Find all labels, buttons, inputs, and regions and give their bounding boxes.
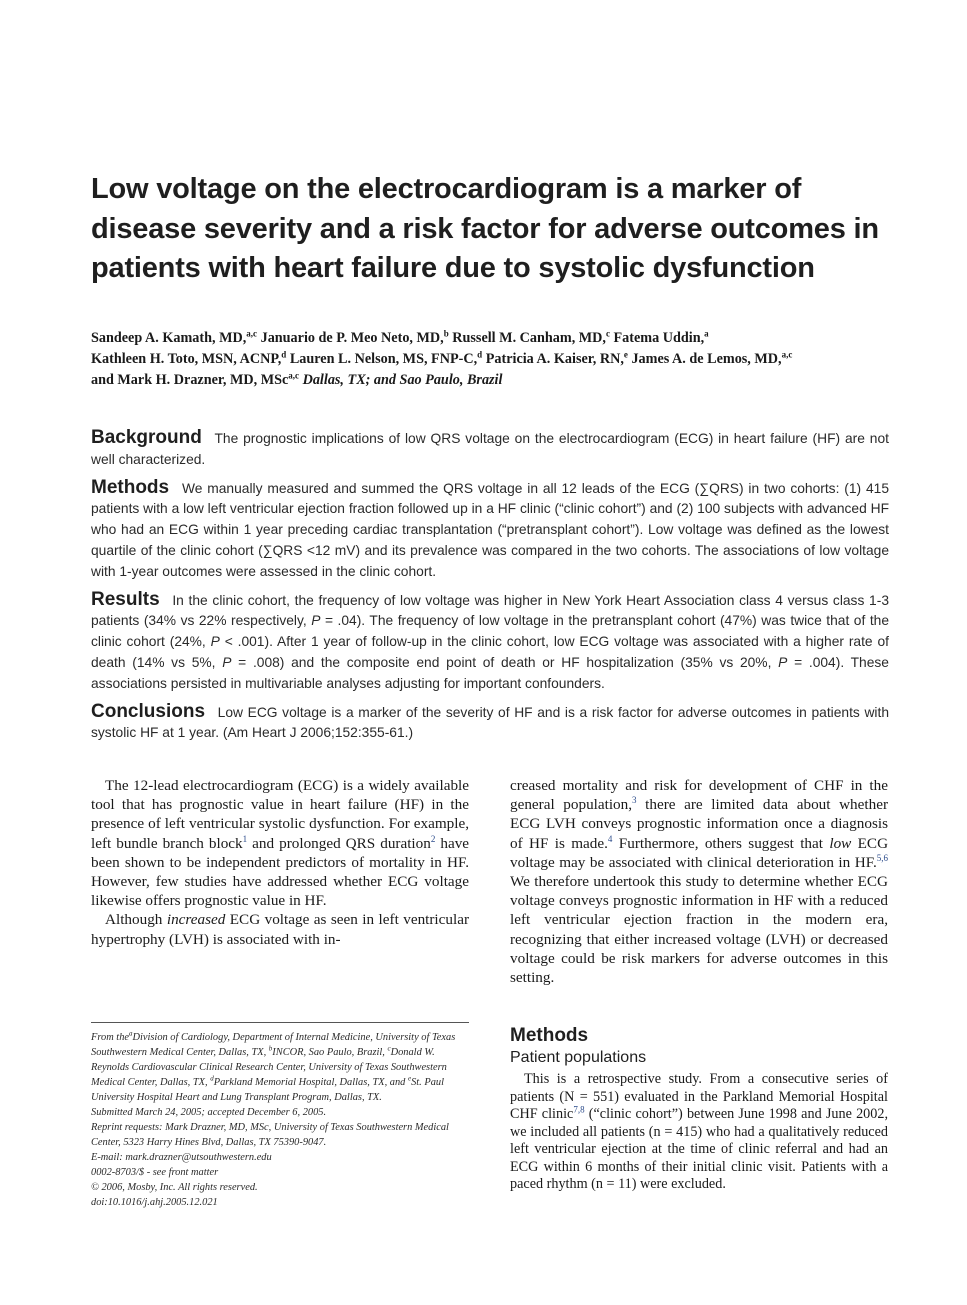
abstract-results-text: = .008) and the composite end point of death or HF hospitalization (35% vs 20%, [238,654,772,670]
author-name: James A. de Lemos, MD, [631,351,782,367]
body-text: creased mortality and risk for development of CHF in the general population, [510,777,888,814]
doi-link[interactable]: doi:10.1016/j.ahj.2005.12.021 [91,1197,218,1208]
abstract-background-heading: Background [91,427,202,448]
abstract-methods-text: We manually measured and summed the QRS voltage in all 12 leads of the ECG (∑QRS) in two cohorts: (1) 415 patients with a low left ventricular ejection fraction followed up in a HF clinic (“clinic cohort”) and (2) 100 subjects with advanced HF who had an ECG within 1 year preceding cardiac transplantation (“pretransplant cohort”). Low voltage was defined as the lowest quartile of the clinic cohort (∑QRS <12 mV) and its prevalence was compared in the two cohorts. The associations of low voltage with 1-year outcomes were assessed in the clinic cohort. [91,480,889,579]
body-text: and prolonged QRS duration [252,834,431,852]
body-paragraph [510,776,888,987]
footnote-text: From the [91,1032,129,1043]
patient-populations-subheading: Patient populations [510,1049,647,1066]
body-paragraph [91,910,469,948]
footnote-marker: e [407,1074,412,1083]
abstract-results-text: In the clinic cohort, the frequency of low voltage was higher in New York Heart Association class 4 versus class 1-3 patients (34% vs 22% respectively, [91,592,889,629]
footnote-marker: c [387,1044,391,1053]
author-affiliation: a,c [781,349,793,360]
footnote-text: Donald W. Reynolds Cardiovascular Clinical Research Center, University of Texas Southwestern Medical Center, Dallas, TX, [91,1047,447,1088]
abstract-results-heading: Results [91,588,160,610]
issn-line: 0002-8703/$ - see front matter [91,1167,219,1178]
body-text: We therefore undertook this study to determine whether ECG voltage conveys prognostic information in HF with a reduced left ventricular ejection fraction in the modern era, recognizing that either increased voltage (LVH) or decreased voltage could be risk markers for adverse outcomes in this setting. [510,873,888,987]
p-value-symbol: P [311,613,321,629]
submitted-date: Submitted March 24, 2005; accepted December 6, 2005. [91,1107,327,1118]
body-text: (“clinic cohort”) between June 1998 and June 2002, we included all patients (n = 415) who had a qualitatively reduced left ventricular ejection at the time of clinic referral and had an ECG within 6 months of their initial clinic visit. Patients with a paced rhythm (n = 11) were excluded. [510,1106,888,1192]
author-affiliation: d [281,349,287,360]
author-affiliation: a,c [246,328,258,339]
body-column-right [510,776,888,987]
affiliations-footnote [91,1030,471,1105]
author-affiliation: c [605,328,610,339]
reference-link[interactable]: 3 [632,795,637,806]
footnote-marker: b [268,1044,273,1053]
footnote-divider [91,1022,469,1023]
p-value-symbol: P [778,654,788,670]
author-location: Dallas, TX; and Sao Paulo, Brazil [302,372,503,388]
abstract [91,428,889,751]
body-paragraph [510,1071,888,1194]
abstract-results-text: = .004). These associations persisted in multivariable analyses adjusting for important confounders. [91,654,889,691]
p-value-symbol: P [222,654,232,670]
abstract-results-text: < .001). After 1 year of follow-up in the clinic cohort, low ECG voltage was associated with a higher rate of death (14% vs 5%, [91,634,889,670]
author-affiliation: e [623,349,628,360]
footnotes [91,1030,471,1210]
footnote-text: INCOR, Sao Paulo, Brazil, [272,1047,385,1058]
article-title: Low voltage on the electrocardiogram is a marker of disease severity and a risk factor for adverse outcomes in patients with heart failure due to systolic dysfunction [91,173,879,284]
reference-link[interactable]: 2 [430,833,436,844]
footnote-text: Division of Cardiology, Department of Internal Medicine, University of Texas Southwestern Medical Center, Dallas, TX, [91,1032,456,1058]
body-text: Although [105,911,163,929]
abstract-results-text: = .04). The frequency of low voltage in the pretransplant cohort (47%) was twice that of the clinic cohort (24%, [91,613,890,650]
author-name: Russell M. Canham, MD, [452,330,606,346]
body-text: there are limited data about whether ECG LVH conveys prognostic information once a diagnosis of HF is made. [510,796,889,852]
body-text: Furthermore, others suggest that [618,834,823,852]
abstract-conclusions [91,702,889,745]
author-name: Januario de P. Meo Neto, MD, [260,330,444,346]
body-text: have been shown to be independent predictors of mortality in HF. However, few studies have addressed whether ECG voltage likewise offers prognostic value in HF. [91,834,470,910]
body-text: ECG voltage as seen in left ventricular hypertrophy (LVH) is associated with in- [91,911,470,948]
author-name: Lauren L. Nelson, MS, FNP-C, [289,351,478,367]
author-affiliation: a [704,328,709,339]
author-list [91,328,911,391]
copyright-line: © 2006, Mosby, Inc. All rights reserved. [91,1182,258,1193]
footnote-text: Parkland Memorial Hospital, Dallas, TX, and [213,1077,406,1088]
author-name: Fatema Uddin, [613,330,705,346]
body-emphasis: low [829,834,852,852]
reprint-requests: Reprint requests: Mark Drazner, MD, MSc, University of Texas Southwestern Medical Center, 5323 Harry Hines Blvd, Dallas, TX 75390-9047. [91,1122,449,1148]
body-text: The 12-lead electrocardiogram (ECG) is a widely available tool that has prognostic value in heart failure (HF) in the presence of left ventricular systolic dysfunction. For example, left bundle branch block [91,777,469,852]
author-affiliation: a,c [288,370,300,381]
reference-link[interactable]: 7,8 [573,1104,585,1115]
footnote-marker: a [129,1029,133,1038]
p-value-symbol: P [210,634,220,650]
abstract-background-text: The prognostic implications of low QRS voltage on the electrocardiogram (ECG) in heart failure (HF) are not well characterized. [91,431,889,467]
body-emphasis: increased [166,911,226,929]
author-name: and Mark H. Drazner, MD, MSc [91,372,289,388]
methods-body [510,1071,888,1194]
abstract-background [91,428,889,471]
footnote-text: St. Paul University Hospital Heart and Lung Transplant Program, Dallas, TX. [91,1077,444,1103]
abstract-results [91,590,889,695]
contact-email[interactable]: E-mail: mark.drazner@utsouthwestern.edu [91,1152,272,1163]
abstract-methods-heading: Methods [91,476,170,498]
author-affiliation: d [477,349,483,360]
body-column-left [91,776,469,949]
abstract-conclusions-text: Low ECG voltage is a marker of the severity of HF and is a risk factor for adverse outcomes in patients with systolic HF at 1 year. (Am Heart J 2006;152:355-61.) [91,704,889,741]
reference-link[interactable]: 5,6 [876,852,888,863]
methods-heading: Methods [510,1025,589,1046]
abstract-methods [91,478,889,583]
reference-link[interactable]: 1 [242,833,248,844]
author-name: Kathleen H. Toto, MSN, ACNP, [91,351,282,367]
body-text: This is a retrospective study. From a consecutive series of patients (N = 551) evaluated in the Parkland Memorial Hospital CHF clinic [510,1071,888,1122]
author-name: Sandeep A. Kamath, MD, [91,330,247,346]
body-paragraph [91,776,469,910]
author-name: Patricia A. Kaiser, RN, [485,351,624,367]
author-affiliation: b [443,328,449,339]
body-text: ECG voltage may be associated with clinical deterioration in HF. [510,834,889,871]
reference-link[interactable]: 4 [607,833,613,844]
footnote-marker: d [210,1074,214,1083]
abstract-conclusions-heading: Conclusions [91,700,206,722]
